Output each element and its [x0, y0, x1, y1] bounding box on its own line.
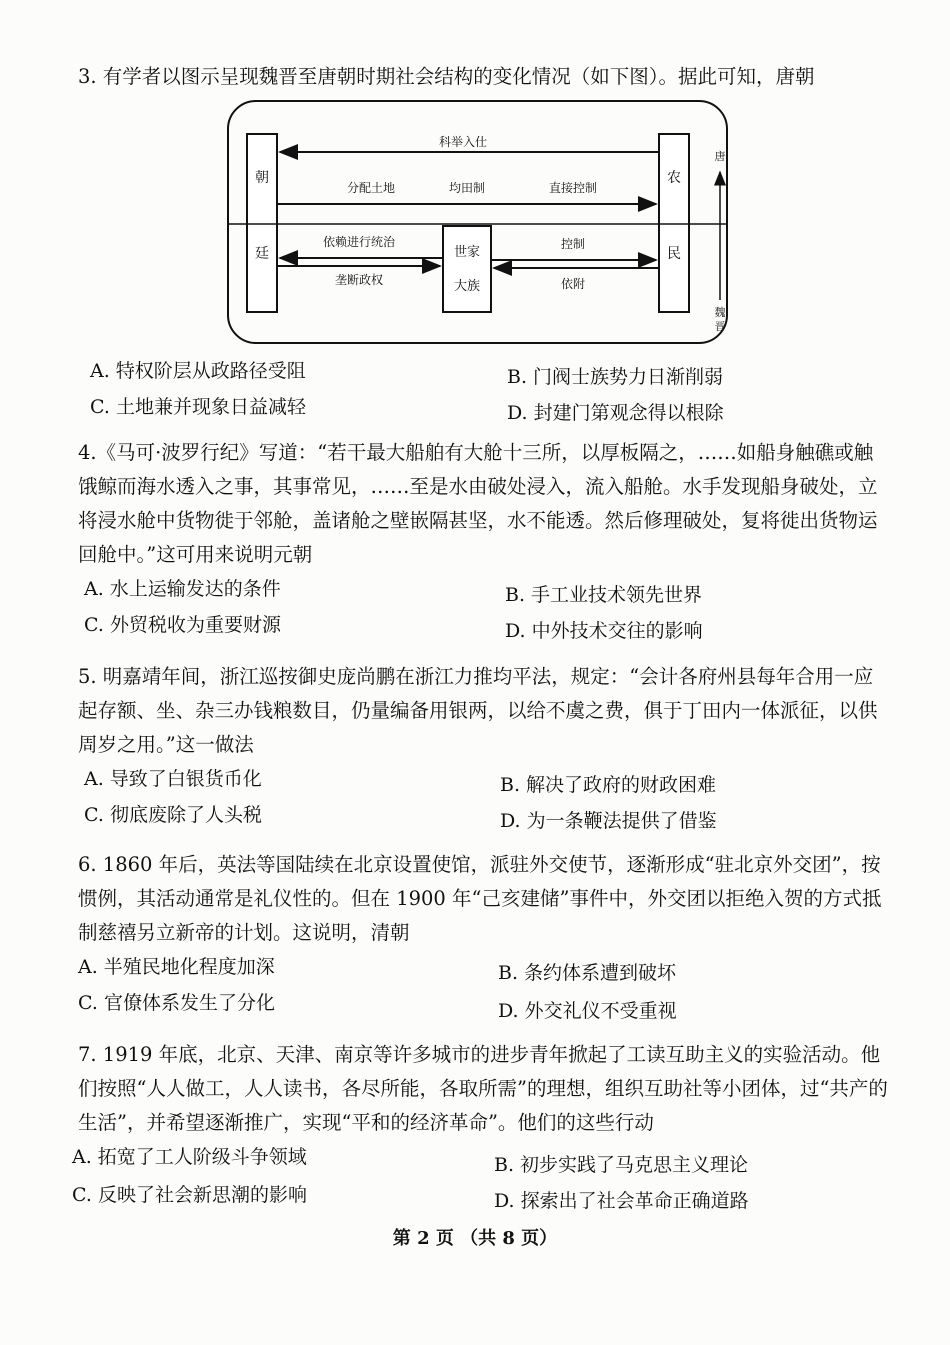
- question-3-stem: 3. 有学者以图示呈现魏晋至唐朝时期社会结构的变化情况（如下图）。据此可知，唐朝: [78, 65, 815, 88]
- clan-box: [443, 226, 491, 312]
- q7-option-c[interactable]: C. 反映了社会新思潮的影响: [72, 1184, 307, 1206]
- question-5-stem: 5. 明嘉靖年间，浙江巡按御史庞尚鹏在浙江力推均平法，规定：“会计各府州县每年合用一应起存额、坐、杂三办钱粮数目，仍量编备用银两，以给不虞之费，俱于丁田内一体派征，以供周岁之用。”这一做法: [78, 665, 878, 756]
- q3-diagram: [225, 98, 730, 346]
- q3-option-c[interactable]: C. 土地兼并现象日益减轻: [90, 396, 306, 418]
- q5-option-c[interactable]: C. 彻底废除了人头税: [84, 804, 262, 826]
- question-4-stem: 4.《马可·波罗行纪》写道：“若干最大船舶有大舱十三所，以厚板隔之，……如船身触礁或触饿鲸而海水透入之事，其事常见，……至是水由破处浸入，流入船舱。水手发现船身破处，立将浸水舱中货物徙于邻舱，盖诸舱之壁嵌隔甚坚，水不能透。然后修理破处，复将徙出货物运回舱中。”这可用来说明元朝: [78, 441, 878, 566]
- question-7-stem: 7. 1919 年底，北京、天津、南京等许多城市的进步青年掀起了工读互助主义的实验活动。他们按照“人人做工，人人读书，各尽所能，各取所需”的理想，组织互助社等小团体，过“共产的生活”，并希望逐渐推广，实现“平和的经济革命”。他们的这些行动: [78, 1043, 888, 1134]
- court-char-2: 廷: [255, 246, 269, 262]
- page-footer: 第 2 页 （共 8 页）: [392, 1228, 558, 1249]
- peasant-box: [659, 134, 689, 312]
- axis-tang-label: 唐: [714, 150, 726, 163]
- q3-option-b[interactable]: B. 门阀士族势力日渐削弱: [507, 366, 724, 388]
- control-label: 控制: [560, 237, 586, 251]
- clan-label-2: 大族: [453, 279, 481, 294]
- q4-option-d[interactable]: D. 中外技术交往的影响: [505, 620, 703, 642]
- q4-option-a[interactable]: A. 水上运输发达的条件: [84, 578, 281, 600]
- q7-option-a[interactable]: A. 拓宽了工人阶级斗争领域: [72, 1146, 307, 1168]
- q6-option-a[interactable]: A. 半殖民地化程度加深: [78, 956, 275, 978]
- court-box: [247, 134, 277, 312]
- monopoly-label: 垄断政权: [334, 273, 384, 287]
- axis-weijin-label: 魏晋: [714, 306, 726, 333]
- q7-option-d[interactable]: D. 探索出了社会革命正确道路: [494, 1190, 749, 1212]
- peasant-char-2: 民: [667, 246, 681, 262]
- q4-option-c[interactable]: C. 外贸税收为重要财源: [84, 614, 281, 636]
- q4-option-b[interactable]: B. 手工业技术领先世界: [505, 584, 703, 606]
- dependence-label: 依附: [560, 277, 586, 291]
- q7-option-b[interactable]: B. 初步实践了马克思主义理论: [494, 1154, 749, 1176]
- time-axis: [700, 140, 740, 340]
- q6-option-d[interactable]: D. 外交礼仪不受重视: [498, 1000, 677, 1022]
- keju-label: 科举入仕: [438, 135, 488, 149]
- peasant-char-1: 农: [667, 170, 681, 186]
- q6-option-c[interactable]: C. 官僚体系发生了分化: [78, 992, 275, 1014]
- question-6-stem: 6. 1860 年后，英法等国陆续在北京设置使馆，派驻外交使节，逐渐形成“驻北京外交团”，按惯例，其活动通常是礼仪性的。但在 1900 年“己亥建储”事件中，外交团以拒绝入贺的方式抵制慈禧另立新帝的计划。这说明，清朝: [78, 853, 882, 944]
- q6-option-b[interactable]: B. 条约体系遭到破坏: [498, 962, 677, 984]
- assign-land-label: 分配土地: [346, 181, 396, 195]
- q3-option-a[interactable]: A. 特权阶层从政路径受阻: [90, 360, 306, 382]
- direct-control-label: 直接控制: [548, 181, 598, 195]
- rely-label: 依赖进行统治: [322, 235, 396, 249]
- q5-option-b[interactable]: B. 解决了政府的财政困难: [500, 774, 717, 796]
- q5-option-d[interactable]: D. 为一条鞭法提供了借鉴: [500, 810, 717, 832]
- juntian-label: 均田制: [448, 181, 486, 195]
- clan-label-1: 世家: [453, 245, 481, 260]
- court-char-1: 朝: [255, 170, 269, 186]
- q3-option-d[interactable]: D. 封建门第观念得以根除: [507, 402, 724, 424]
- q5-option-a[interactable]: A. 导致了白银货币化: [84, 768, 262, 790]
